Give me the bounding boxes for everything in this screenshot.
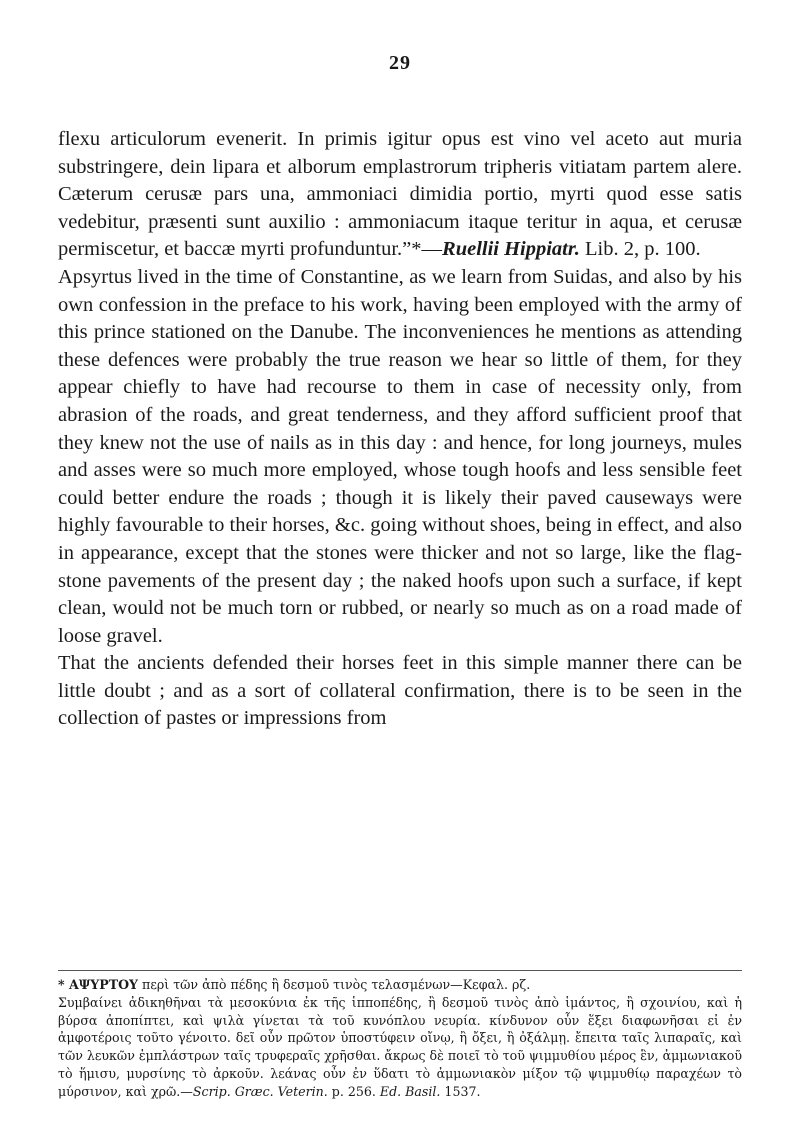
footnote-greek-text: Συμβαίνει ἀδικηθῆναι τὰ μεσοκύνια ἐκ τῆς ἱπποπέδης, ἢ δεσμοῦ τινὸς ἀπὸ ἱμάντος, ἢ σχοινίου, καὶ ἡ βύρσα ἀποπίπτει, καὶ ψιλὰ γίνεται τὰ τοῦ κυνόπλου νευρία. κίνδυνον οὖν ἕξει διαφωνῆσαι εἰ ἐν ἀμφοτέροις τοῦτο γένοιτο. δεῖ οὖν πρῶτον ὑποστύφειν οἴνῳ, ἢ ὄξει, ἢ ὀξάλμῃ. ἔπειτα ταῖς λιπαραῖς, καὶ τῶν λευκῶν ἐμπλάστρων ταῖς τρυφεραῖς χρῆσθαι. ἄκρως δὲ ποιεῖ τὸ τοῦ ψιμμυθίου μέρος ἓν, ἀμμωνιακοῦ τὸ ἥμισυ, μυρσίνης τὸ ἀρκοῦν. λεάνας οὖν ἐν ὕδατι τὸ ἀμμωνιακὸν μίξον τῷ ψιμμυθίῳ παραχέων τὸ μύρσινον, καὶ χρῶ.— bbox=[58, 994, 742, 1099]
footnote bbox=[58, 976, 742, 1101]
footnote-heading: * ΑΨΥΡΤΟΥ bbox=[58, 977, 139, 992]
citation-reference: Lib. 2, p. 100. bbox=[579, 238, 701, 261]
footnote-edition: Ed. Basil. bbox=[379, 1083, 441, 1099]
footnote-year: 1537. bbox=[440, 1083, 481, 1099]
footnote-source: Scrip. Græc. Veterin. bbox=[192, 1083, 328, 1099]
footnote-divider bbox=[58, 970, 742, 971]
paragraph-2: Apsyrtus lived in the time of Constantine, as we learn from Suidas, and also by his own confession in the preface to his work, having been employed with the army of this prince stationed on the Danube. The inconveniences he mentions as attending these defences were probably the true reason we hear so little of them, for they appear chiefly to have had recourse to them in case of necessity only, from abrasion of the roads, and great tenderness, and they afford sufficient proof that they knew not the use of nails as in this day : and hence, for long journeys, mules and asses were so much more employed, whose tough hoofs and less sensible feet could better endure the roads ; though it is likely their paved causeways were highly favourable to their horses, &c. going without shoes, being in effect, and also in appearance, except that the stones were thicker and not so large, like the flag-stone pavements of the present day ; the naked hoofs upon such a surface, if kept clean, would not be much torn or rubbed, or nearly so much as on a road made of loose gravel. bbox=[58, 265, 742, 647]
footnote-title: περὶ τῶν ἀπὸ πέδης ἢ δεσμοῦ τινὸς τελασμένων—Κεφαλ. ρζ. bbox=[138, 977, 531, 992]
paragraph-1-text: flexu articulorum evenerit. In primis igitur opus est vino vel aceto aut muria substringere, dein lipara et alborum emplastrorum tripheris vitiatam partem alere. Cæterum cerusæ pars una, ammoniaci dimidia portio, myrti quod esse satis vedebitur, præsenti sunt auxilio : ammoniacum itaque teritur in aqua, et cerusæ permiscetur, et baccæ myrti profunduntur.”*— bbox=[58, 128, 742, 261]
page-number: 29 bbox=[389, 52, 411, 74]
main-text bbox=[58, 126, 742, 733]
paragraph-3: That the ancients defended their horses feet in this simple manner there can be little doubt ; and as a sort of collateral confirmation, there is to be seen in the collection of pastes or impressions from bbox=[58, 652, 742, 730]
paragraph-1 bbox=[58, 126, 742, 264]
citation-ruellii: Ruellii Hippiatr. bbox=[442, 238, 580, 261]
footnote-page: p. 256. bbox=[327, 1083, 380, 1099]
